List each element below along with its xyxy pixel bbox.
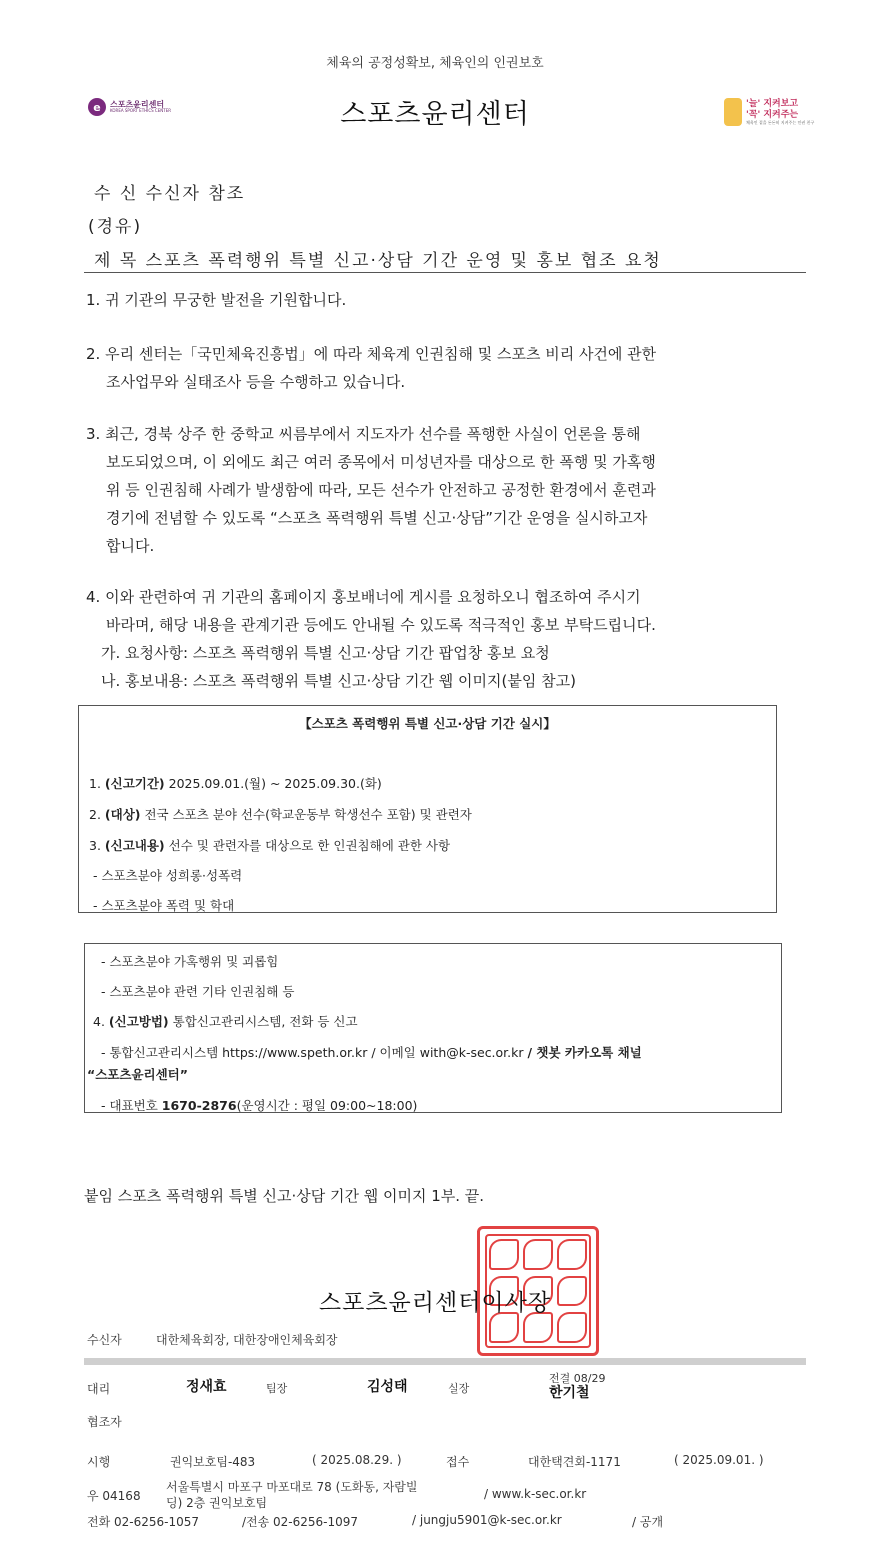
item-3-sub-d: - 스포츠분야 관련 기타 인권침해 등 — [101, 984, 295, 999]
notice-item-1 — [89, 774, 382, 792]
paragraph-1: 1. 귀 기관의 무궁한 발전을 기원합니다. — [86, 291, 347, 309]
item-3-label: (신고내용) — [104, 838, 165, 853]
subject-line: 제 목 스포츠 폭력행위 특별 신고·상담 기간 운영 및 홍보 협조 요청 — [94, 251, 662, 271]
logo-left-text: 스포츠윤리센터 — [110, 100, 165, 109]
team-lead-label: 팀장 — [266, 1382, 288, 1395]
cooperator-label: 협조자 — [87, 1415, 122, 1429]
phone: 전화 02-6256-1057 — [87, 1515, 200, 1529]
campaign-line-2: '꼭' 지켜주는 — [746, 110, 799, 120]
daeri-signature: 정새효 — [186, 1379, 227, 1395]
item-3-sub-c: - 스포츠분야 가혹행위 및 괴롭힘 — [101, 954, 279, 969]
paragraph-4-item-b: 나. 홍보내용: 스포츠 폭력행위 특별 신고·상담 기간 웹 이미지(붙임 참고) — [101, 672, 576, 690]
paragraph-3-line-1: 3. 최근, 경북 상주 한 중학교 씨름부에서 지도자가 선수를 폭행한 사실이 언론을 통해 — [86, 425, 641, 443]
item-1-number: 1. — [89, 776, 101, 791]
recipients-label: 수신자 — [87, 1333, 122, 1347]
item-3-text: 선수 및 관련자를 대상으로 한 인권침해에 관한 사항 — [168, 838, 451, 853]
via-line: (경유) — [88, 217, 143, 237]
item-4-sub-b — [101, 1096, 417, 1114]
jeopsu-date: ( 2025.09.01. ) — [674, 1453, 764, 1467]
jeopsu-number: 대한택견회-1171 — [528, 1455, 621, 1469]
jeopsu-label: 접수 — [446, 1455, 470, 1469]
notice-item-2 — [89, 805, 472, 823]
disclosure: / 공개 — [632, 1515, 664, 1529]
item-3-number: 3. — [89, 838, 101, 853]
paragraph-3-line-5: 합니다. — [106, 537, 155, 555]
postal-code: 우 04168 — [87, 1489, 141, 1503]
mascot-icon — [724, 98, 742, 126]
item-3-sub-a: - 스포츠분야 성희롱·성폭력 — [93, 868, 243, 883]
motto: 체육의 공정성확보, 체육인의 인권보호 — [326, 56, 544, 71]
sihaeng-number: 권익보호팀-483 — [170, 1455, 256, 1469]
paragraph-2-line-1: 2. 우리 센터는「국민체육진흥법」에 따라 체육계 인권침해 및 스포츠 비리 사건에 관한 — [86, 345, 657, 363]
logo-left-subtext: KOREA SPORT ETHICS CENTER — [110, 108, 171, 113]
item-3-sub-b: - 스포츠분야 폭력 및 학대 — [93, 898, 235, 913]
daeri-label: 대리 — [87, 1382, 111, 1396]
item-4-label: (신고방법) — [108, 1014, 169, 1029]
item-2-label: (대상) — [104, 807, 141, 822]
email: / jungju5901@k-sec.or.kr — [412, 1513, 562, 1527]
sihaeng-date: ( 2025.08.29. ) — [312, 1453, 402, 1467]
org-title: 스포츠윤리센터 — [340, 99, 530, 130]
item-4-number: 4. — [93, 1014, 105, 1029]
report-channels: - 통합신고관리시스템 https://www.speth.or.kr / 이메일 with@k-sec.or.kr — [101, 1045, 524, 1060]
address-line-2: 딩) 2층 권익보호팀 — [166, 1496, 268, 1510]
item-1-label: (신고기간) — [104, 776, 165, 791]
item-1-text: 2025.09.01.(월) ~ 2025.09.30.(화) — [168, 776, 382, 791]
center-emblem-icon: e — [88, 98, 106, 116]
paragraph-4-line-2: 바라며, 해당 내용을 관계기관 등에도 안내될 수 있도록 적극적인 홍보 부탁드립니다. — [106, 616, 656, 634]
item-4-sub-a — [101, 1043, 642, 1061]
paragraph-4-item-a: 가. 요청사항: 스포츠 폭력행위 특별 신고·상담 기간 팝업창 홍보 요청 — [101, 644, 550, 662]
item-2-number: 2. — [89, 807, 101, 822]
paragraph-3-line-4: 경기에 전념할 수 있도록 “스포츠 폭력행위 특별 신고·상담”기간 운영을 실시하고자 — [106, 509, 648, 527]
chatbot-channel-name: “스포츠윤리센터” — [87, 1067, 188, 1082]
subject-divider — [84, 272, 806, 273]
attachment-line: 붙임 스포츠 폭력행위 특별 신고·상담 기간 웹 이미지 1부. 끝. — [84, 1187, 485, 1205]
paragraph-4-line-1: 4. 이와 관련하여 귀 기관의 홈페이지 홍보배너에 게시를 요청하오니 협조하여 주시기 — [86, 588, 641, 606]
approval-note: 전결 08/29 — [549, 1372, 606, 1385]
paragraph-3-line-3: 위 등 인권침해 사례가 발생함에 따라, 모든 선수가 안전하고 공정한 환경에서 훈련과 — [106, 481, 656, 499]
hotline-hours: (운영시간 : 평일 09:00~18:00) — [236, 1098, 418, 1113]
signer-title: 스포츠윤리센터이사장 — [318, 1290, 552, 1316]
fax: /전송 02-6256-1097 — [242, 1515, 359, 1529]
recipients-list: 대한체육회장, 대한장애인체육회장 — [156, 1333, 338, 1347]
campaign-logo — [724, 94, 815, 132]
sil-lead-signature: 한기철 — [549, 1385, 590, 1401]
team-lead-signature: 김성태 — [367, 1379, 408, 1395]
notice-title: 【스포츠 폭력행위 특별 신고·상담 기간 실시】 — [299, 716, 556, 731]
sihaeng-label: 시행 — [87, 1455, 111, 1469]
recipient-line: 수 신 수신자 참조 — [94, 184, 246, 204]
notice-item-3 — [89, 836, 450, 854]
notice-box-1 — [78, 705, 777, 913]
address-line-1: 서울특별시 마포구 마포대로 78 (도화동, 자람빌 — [166, 1480, 418, 1494]
website: / www.k-sec.or.kr — [484, 1487, 587, 1501]
campaign-line-1: '늘' 지켜보고 — [746, 99, 799, 109]
item-4-text: 통합신고관리시스템, 전화 등 신고 — [172, 1014, 358, 1029]
notice-item-4 — [93, 1012, 358, 1030]
paragraph-3-line-2: 보도되었으며, 이 외에도 최근 여러 종목에서 미성년자를 대상으로 한 폭행 및 가혹행 — [106, 453, 656, 471]
footer-divider — [84, 1358, 806, 1365]
sil-lead-label: 실장 — [448, 1382, 470, 1395]
paragraph-2-line-2: 조사업무와 실태조사 등을 수행하고 있습니다. — [106, 373, 406, 391]
campaign-subtext: 체육인 곁을 든든히 지켜주는 인권 친구 — [746, 120, 815, 125]
chatbot-channel: / 챗봇 카카오톡 채널 — [527, 1045, 642, 1060]
hotline-number: 1670-2876 — [161, 1098, 237, 1113]
hotline-label: - 대표번호 — [101, 1098, 158, 1113]
notice-box-2 — [84, 943, 782, 1113]
item-2-text: 전국 스포츠 분야 선수(학교운동부 학생선수 포함) 및 관련자 — [144, 807, 472, 822]
